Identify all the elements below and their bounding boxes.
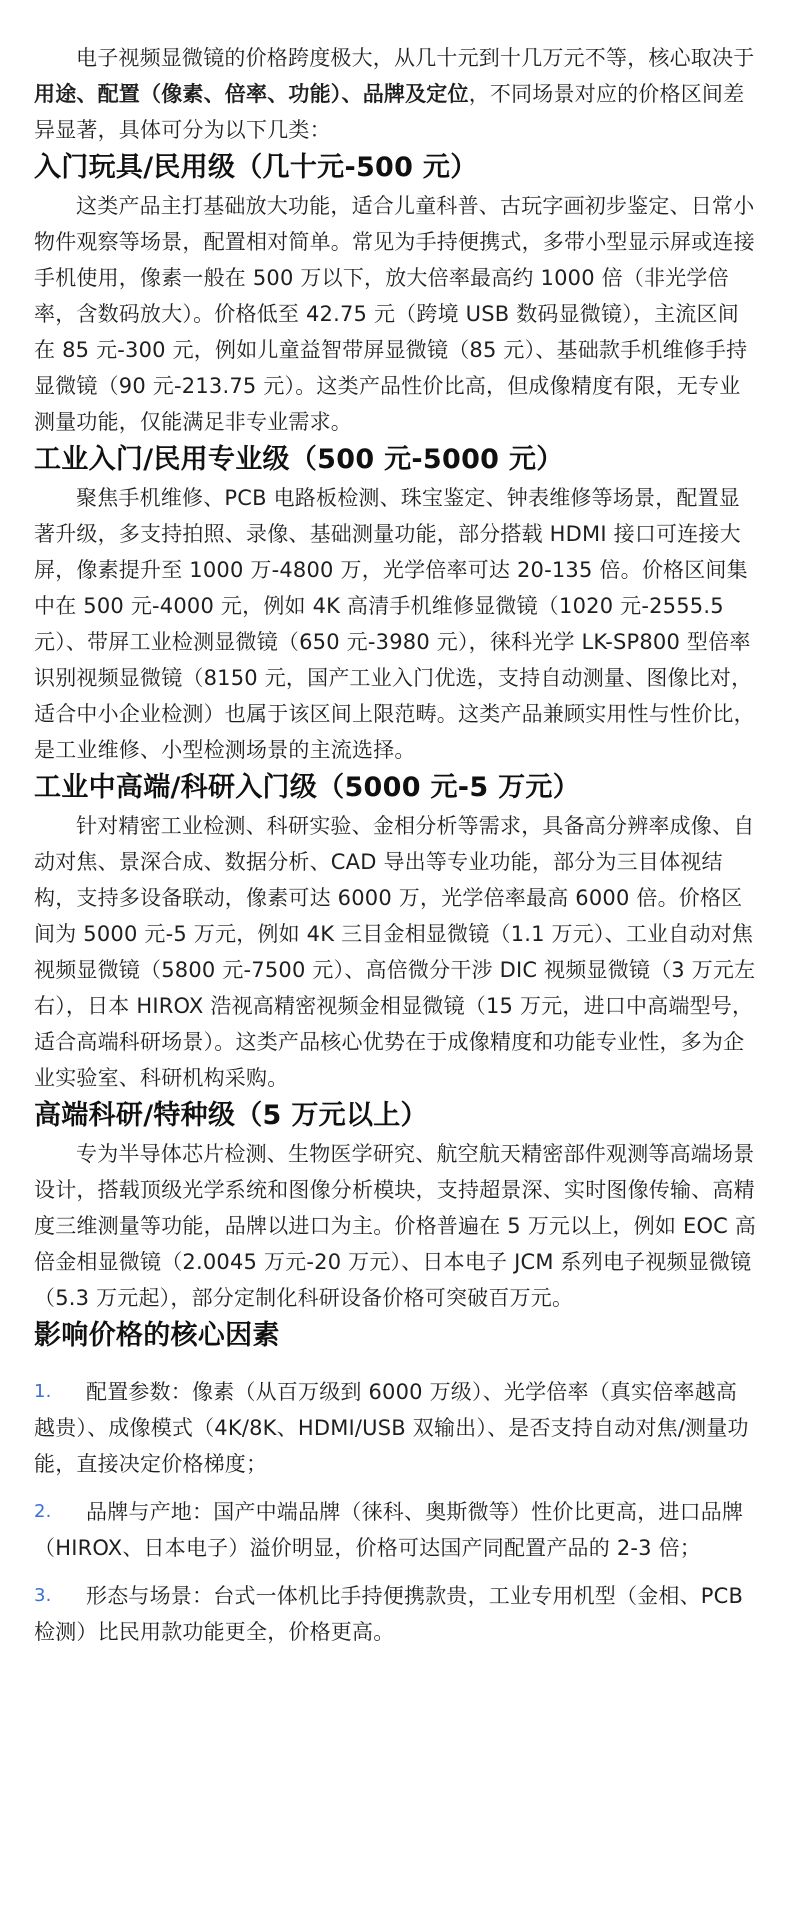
section-body-entry-level: 这类产品主打基础放大功能，适合儿童科普、古玩字画初步鉴定、日常小物件观察等场景，配置相对简单。常见为手持便携式，多带小型显示屏或连接手机使用，像素一般在 500 万以下，放大倍率最高约 1000 倍（非光学倍率，含数码放大）。价格低至 42.75 元（跨境 USB 数码显微镜），主流区间在 85 元-300 元，例如儿童益智带屏显微镜（85 元）、基础款手机维修手持显微镜（90 元-213.75 元）。这类产品性价比高，但成像精度有限，无专业测量功能，仅能满足非专业需求。 — [34, 194, 755, 434]
list-item-number: 3. — [34, 1585, 52, 1606]
section-heading-industrial-mid-high: 工业中高端/科研入门级（5000 元-5 万元） — [34, 772, 580, 803]
section-heading-high-end-research: 高端科研/特种级（5 万元以上） — [34, 1100, 428, 1131]
section-body-industrial-entry: 聚焦手机维修、PCB 电路板检测、珠宝鉴定、钟表维修等场景，配置显著升级，多支持拍照、录像、基础测量功能，部分搭载 HDMI 接口可连接大屏，像素提升至 1000 万-4800 万，光学倍率可达 20-135 倍。价格区间集中在 500 元-4000 元，例如 4K 高清手机维修显微镜（1020 元-2555.5 元）、带屏工业检测显微镜（650 元-3980 元），徕科光学 LK-SP800 型倍率识别视频显微镜（8150 元，国产工业入门优选，支持自动测量、图像比对，适合中小企业检测）也属于该区间上限范畴。这类产品兼顾实用性与性价比，是工业维修、小型检测场景的主流选择。 — [34, 486, 755, 762]
price-factors-list — [34, 1374, 757, 1650]
section-heading-entry-level: 入门玩具/民用级（几十元-500 元） — [34, 152, 478, 183]
intro-bold-text: 用途、配置（像素、倍率、功能）、品牌及定位 — [34, 82, 469, 106]
section-heading-price-factors: 影响价格的核心因素 — [34, 1320, 280, 1351]
list-item-number: 2. — [34, 1501, 52, 1522]
section-body-high-end-research: 专为半导体芯片检测、生物医学研究、航空航天精密部件观测等高端场景设计，搭载顶级光学系统和图像分析模块，支持超景深、实时图像传输、高精度三维测量等功能，品牌以进口为主。价格普遍在 5 万元以上，例如 EOC 高倍金相显微镜（2.0045 万元-20 万元）、日本电子 JCM 系列电子视频显微镜（5.3 万元起），部分定制化科研设备价格可突破百万元。 — [34, 1142, 757, 1310]
intro-text-end: ，不同场景对应的价格区间差异显著，具体可分为以下几类： — [34, 82, 745, 142]
list-item — [34, 1494, 757, 1566]
list-item-number: 1. — [34, 1381, 52, 1402]
list-item-text: 配置参数：像素（从百万级到 6000 万级）、光学倍率（真实倍率越高越贵）、成像模式（4K/8K、HDMI/USB 双输出）、是否支持自动对焦/测量功能，直接决定价格梯度； — [34, 1380, 749, 1476]
list-item — [34, 1578, 757, 1650]
intro-text-start: 电子视频显微镜的价格跨度极大，从几十元到十几万元不等，核心取决于 — [76, 46, 755, 70]
section-body-industrial-mid-high: 针对精密工业检测、科研实验、金相分析等需求，具备高分辨率成像、自动对焦、景深合成、数据分析、CAD 导出等专业功能，部分为三目体视结构，支持多设备联动，像素可达 6000 万，光学倍率最高 6000 倍。价格区间为 5000 元-5 万元，例如 4K 三目金相显微镜（1.1 万元）、工业自动对焦视频显微镜（5800 元-7500 元）、高倍微分干涉 DIC 视频显微镜（3 万元左右），日本 HIROX 浩视高精密视频金相显微镜（15 万元，进口中高端型号，适合高端科研场景）。这类产品核心优势在于成像精度和功能专业性，多为企业实验室、科研机构采购。 — [34, 814, 756, 1090]
section-heading-industrial-entry: 工业入门/民用专业级（500 元-5000 元） — [34, 444, 564, 475]
intro-paragraph — [34, 40, 757, 148]
list-item — [34, 1374, 757, 1482]
list-item-text: 形态与场景：台式一体机比手持便携款贵，工业专用机型（金相、PCB 检测）比民用款功能更全，价格更高。 — [34, 1584, 744, 1644]
list-item-text: 品牌与产地：国产中端品牌（徕科、奥斯微等）性价比更高，进口品牌（HIROX、日本电子）溢价明显，价格可达国产同配置产品的 2-3 倍； — [34, 1500, 744, 1560]
